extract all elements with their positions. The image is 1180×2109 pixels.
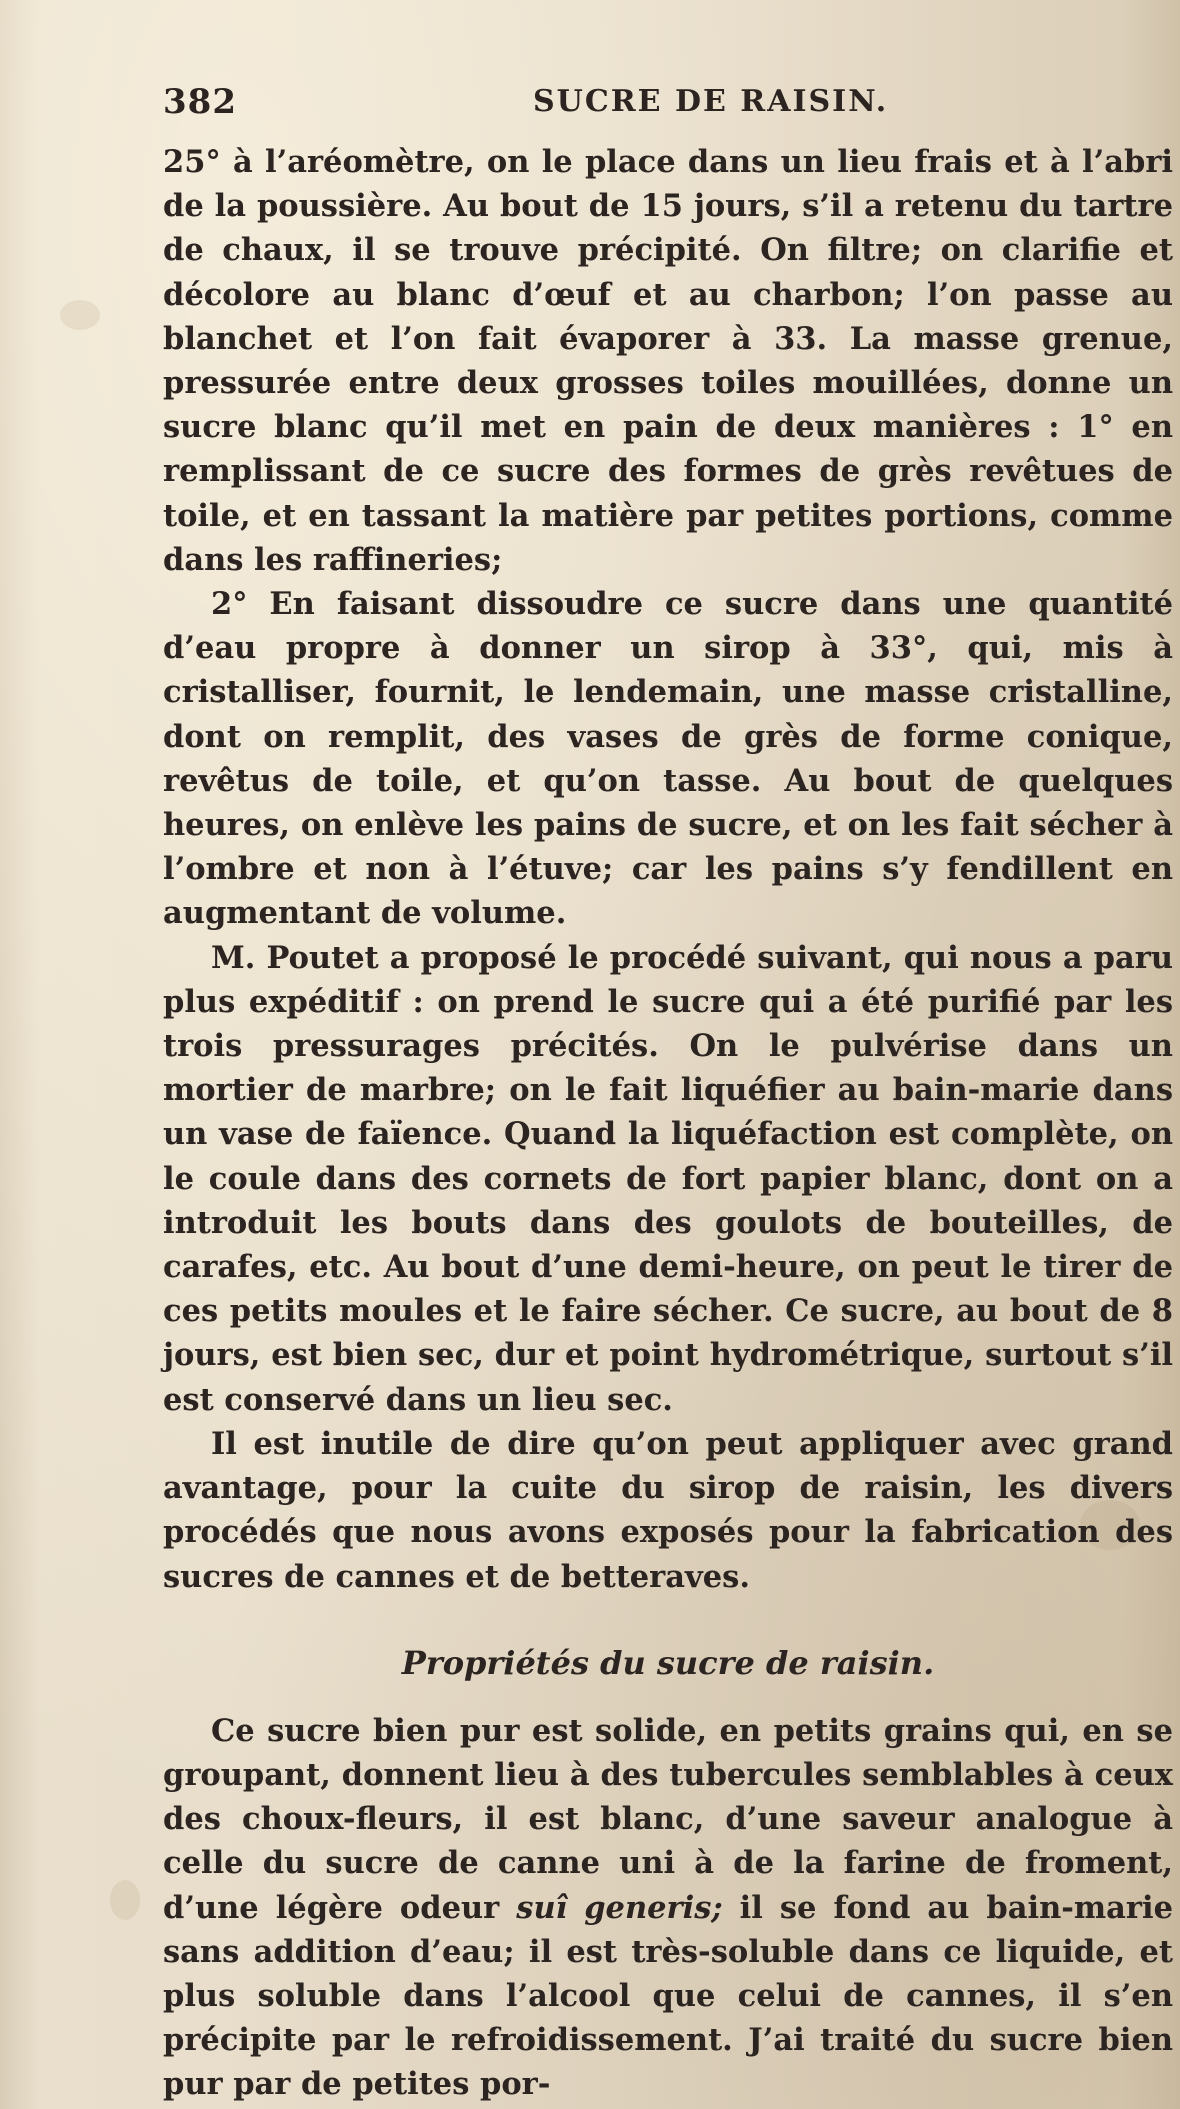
- running-title: SUCRE DE RAISIN.: [533, 84, 889, 119]
- paragraph-text: Ce sucre bien pur est solide, en petits grains qui, en se groupant, donnent lieu à des tubercules semblables à ceux des choux-fleurs, il est blanc, d’une saveur analogue à celle du sucre de canne uni à de la farine de froment, d’une légère odeur: [163, 1712, 1173, 1926]
- paper-stain: [110, 1880, 140, 1920]
- paragraph: Il est inutile de dire qu’on peut appliquer avec grand avantage, pour la cuite du sirop de raisin, les divers procédés que nous avons exposés pour la fabrication des sucres de cannes et de betteraves.: [163, 1425, 1173, 1595]
- page-number: 382: [163, 82, 237, 122]
- paper-stain: [60, 300, 100, 330]
- paragraph: M. Poutet a proposé le procédé suivant, qui nous a paru plus expéditif : on prend le sucre qui a été purifié par les trois pressurages précités. On le pulvérise dans un mortier de marbre; on le fait liquéfier au bain-marie dans un vase de faïence. Quand la liquéfaction est complète, on le coule dans des cornets de fort papier blanc, dont on a introduit les bouts dans des goulots de bouteilles, de carafes, etc. Au bout d’une demi-heure, on peut le tirer de ces petits moules et le faire sécher. Ce sucre, au bout de 8 jours, est bien sec, dur et point hydrométrique, surtout s’il est conservé dans un lieu sec.: [163, 939, 1173, 1418]
- page-header: [163, 80, 1173, 140]
- paragraph: 25° à l’aréomètre, on le place dans un lieu frais et à l’abri de la poussière. Au bout de 15 jours, s’il a retenu du tartre de chaux, il se trouve précipité. On filtre; on clarifie et décolore au blanc d’œuf et au charbon; l’on passe au blanchet et l’on fait évaporer à 33. La masse grenue, pressurée entre deux grosses toiles mouillées, donne un sucre blanc qu’il met en pain de deux manières : 1° en remplissant de ce sucre des formes de grès revêtues de toile, et en tassant la matière par petites portions, comme dans les raffineries;: [163, 144, 1173, 578]
- paragraph: 2° En faisant dissoudre ce sucre dans une quantité d’eau propre à donner un sirop à 33°, qui, mis à cristalliser, fournit, le lendemain, une masse cristalline, dont on remplit, des vases de grès de forme conique, revêtus de toile, et qu’on tasse. Au bout de quelques heures, on enlève les pains de sucre, et on les fait sécher à l’ombre et non à l’étuve; car les pains s’y fendillent en augmentant de volume.: [163, 586, 1173, 932]
- page-text: [163, 80, 1173, 2107]
- section-heading: Propriétés du sucre de raisin.: [401, 1643, 935, 1682]
- paragraph: [163, 1709, 1173, 2107]
- latin-phrase: suî generis;: [516, 1889, 723, 1926]
- paragraph-text: il se fond au bain-marie sans addition d’eau; il est très-soluble dans ce liquide, et plus soluble dans l’alcool que celui de cannes, il s’en précipite par le refroidissement. J’ai traité du sucre bien pur par de petites por-: [163, 1889, 1173, 2103]
